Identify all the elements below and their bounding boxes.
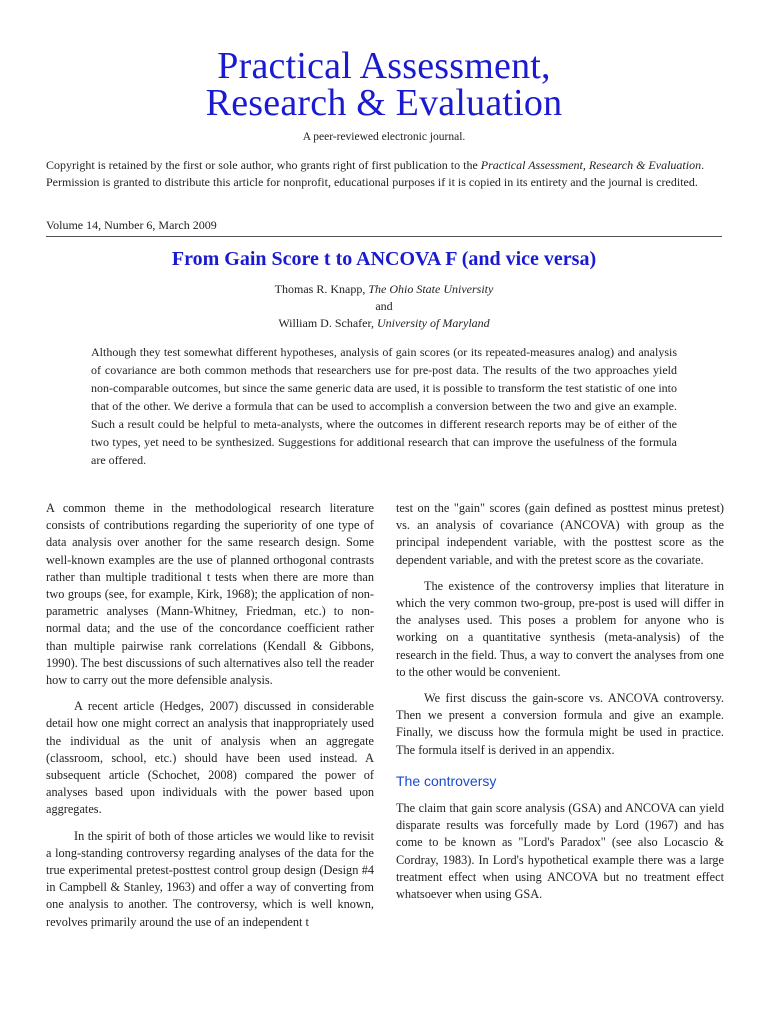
author-1 [0,281,768,298]
journal-tagline: A peer-reviewed electronic journal. [302,131,466,143]
copyright-text-before: Copyright is retained by the first or sole author, who grants right of first publication to the [46,158,481,172]
journal-title-line1: Practical Assessment, [217,45,551,87]
body-paragraph: The existence of the controversy implies that literature in which the very common two-group, pre-post is used will differ in the analyses used. This poses a problem for anyone who is working on a quantitative synthesis (meta-analysis) of the research in the field. Thus, a way to convert the analyses from one to the other would be convenient. [396,578,724,679]
author-1-name: Thomas R. Knapp, [274,282,369,296]
author-2 [0,315,768,332]
body-paragraph: A recent article (Hedges, 2007) discussed in considerable detail how one might correct an analysis that inappropriately used the individual as the unit of analysis when an aggregate (classroom, school, etc.) should have been used instead. A subsequent article (Schochet, 2008) compared the power of analyses based upon individuals with the power based upon aggregates. [46,699,374,817]
journal-title [0,45,768,124]
journal-title-line2: Research & Evaluation [205,82,563,124]
volume-info: Volume 14, Number 6, March 2009 [46,218,217,232]
article-title: From Gain Score t to ANCOVA F (and vice versa) [171,248,597,270]
body-paragraph: In the spirit of both of those articles we would like to revisit a long-standing controversy regarding analyses of the data for the true experimental pretest-posttest control group design (Design #4 in Campbell & Stanley, 1963) and offer a way of converting from one analysis to another. The controversy, which is well known, revolves primarily around the use of an independent t [46,828,374,929]
body-paragraph: A common theme in the methodological research literature consists of contributions regarding the superiority of one type of data analysis over another for the same research design. Some well-known examples are the use of planned orthogonal contrasts rather than multiple traditional t tests when there are more than two groups (see, for example, Kirk, 1968); the application of non-parametric analyses (Mann-Whitney, Friedman, etc.) to non-normal data; and the use of the concordance coefficient rather than multiple pairwise rank correlations (Kendall & Gibbons, 1990). The best discussions of such alternatives also tell the reader how to carry out the more defensible analysis. [46,501,374,688]
abstract: Although they test somewhat different hypotheses, analysis of gain scores (or its repeated-measures analog) and analysis of covariance are both common methods that researchers use for pre-post data. The results of the two approaches yield non-comparable outcomes, but since the same generic data are used, it is possible to transform the test statistic of one into that of the other. We derive a formula that can be used to accomplish a conversion between the two and give an example. Such a result could be helpful to meta-analysts, where the outcomes in different research reports may be of either of the two types, yet need to be synthesized. Suggestions for additional research that can improve the usefulness of the formula are offered. [91,345,677,467]
body-column-right [396,500,724,912]
section-heading: The controversy [396,772,497,789]
body-paragraph: We first discuss the gain-score vs. ANCOVA controversy. Then we present a conversion formula and give an example. Finally, we discuss how the formula might be used in practice. The formula itself is derived in an appendix. [396,691,724,757]
authors-block [0,281,768,332]
body-column-left [46,500,374,940]
author-2-affiliation: University of Maryland [377,316,490,330]
body-paragraph: The claim that gain score analysis (GSA) and ANCOVA can yield disparate results was forcefully made by Lord (1967) and has come to be known as "Lord's Paradox" (see also Locascio & Cordray, 1983). In Lord's hypothetical example there was a large treatment effect when using ANCOVA but no treatment effect whatsoever when using GSA. [396,801,724,902]
author-conjunction: and [375,299,393,313]
divider-line [46,236,722,237]
copyright-journal-name: Practical Assessment, Research & Evaluation [480,158,702,172]
author-2-name: William D. Schafer, [278,316,377,330]
copyright-text-after: . Permission is granted to distribute this article for nonprofit, educational purposes if it is copied in its entirety and the journal is credited. [46,158,705,189]
body-paragraph: test on the "gain" scores (gain defined as posttest minus pretest) vs. an analysis of covariance (ANCOVA) with group as the principal independent variable, with the posttest score as the dependent variable, and with the pretest score as the covariate. [396,501,724,567]
author-1-affiliation: The Ohio State University [368,282,494,296]
copyright-notice [46,157,726,191]
